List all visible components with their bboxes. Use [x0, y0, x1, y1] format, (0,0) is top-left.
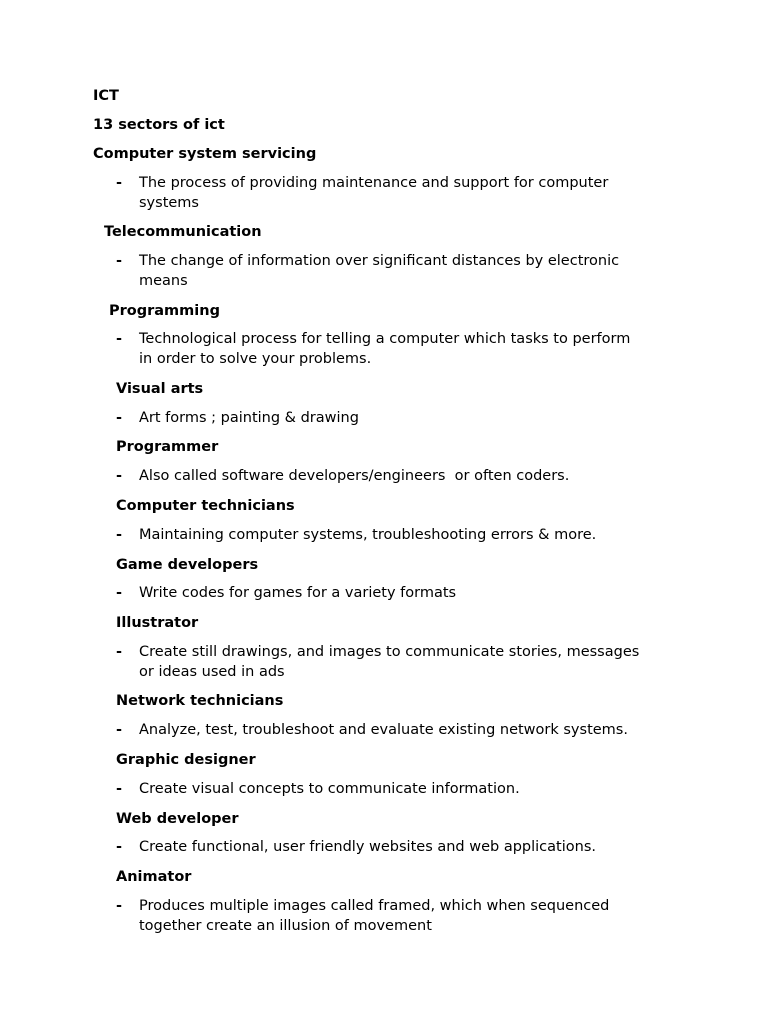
bullet-marker: - [116, 585, 123, 601]
bullet-text: The process of providing maintenance and support for computer systems [139, 175, 609, 211]
bullet-text: Create functional, user friendly websites and web applications. [139, 839, 596, 855]
bullet-marker: - [116, 175, 123, 191]
section-heading-computer-technicians: Computer technicians [116, 498, 295, 514]
bullet-marker: - [116, 527, 123, 543]
bullet-text: Maintaining computer systems, troubleshooting errors & more. [139, 527, 597, 543]
section-heading-network-technicians: Network technicians [116, 693, 284, 709]
bullet-text: Write codes for games for a variety formats [139, 585, 457, 601]
document-subtitle: 13 sectors of ict [93, 117, 225, 133]
bullet-marker: - [116, 644, 123, 660]
section-heading-graphic-designer: Graphic designer [116, 752, 256, 768]
bullet-marker: - [116, 253, 123, 269]
section-heading-computer-system-servicing: Computer system servicing [93, 146, 317, 162]
bullet-text: Produces multiple images called framed, which when sequenced together create an illusion of movement [139, 898, 610, 934]
section-heading-programmer: Programmer [116, 439, 219, 455]
bullet-marker: - [116, 839, 123, 855]
section-heading-animator: Animator [116, 869, 192, 885]
section-heading-web-developer: Web developer [116, 811, 239, 827]
section-heading-game-developers: Game developers [116, 557, 259, 573]
section-heading-telecommunication: Telecommunication [104, 224, 262, 240]
section-heading-visual-arts: Visual arts [116, 381, 204, 397]
bullet-text: Also called software developers/engineers or often coders. [139, 468, 570, 484]
section-heading-illustrator: Illustrator [116, 615, 199, 631]
bullet-text: Analyze, test, troubleshoot and evaluate existing network systems. [139, 722, 628, 738]
bullet-marker: - [116, 410, 123, 426]
bullet-marker: - [116, 781, 123, 797]
bullet-marker: - [116, 722, 123, 738]
bullet-text: Technological process for telling a computer which tasks to perform in order to solve your problems. [139, 331, 631, 367]
bullet-marker: - [116, 331, 123, 347]
bullet-marker: - [116, 898, 123, 914]
section-heading-programming: Programming [109, 303, 220, 319]
bullet-text: Art forms ; painting & drawing [139, 410, 359, 426]
bullet-text: Create still drawings, and images to communicate stories, messages or ideas used in ads [139, 644, 640, 680]
bullet-marker: - [116, 468, 123, 484]
bullet-text: Create visual concepts to communicate information. [139, 781, 520, 797]
document-title: ICT [93, 88, 119, 104]
bullet-text: The change of information over significant distances by electronic means [139, 253, 620, 289]
